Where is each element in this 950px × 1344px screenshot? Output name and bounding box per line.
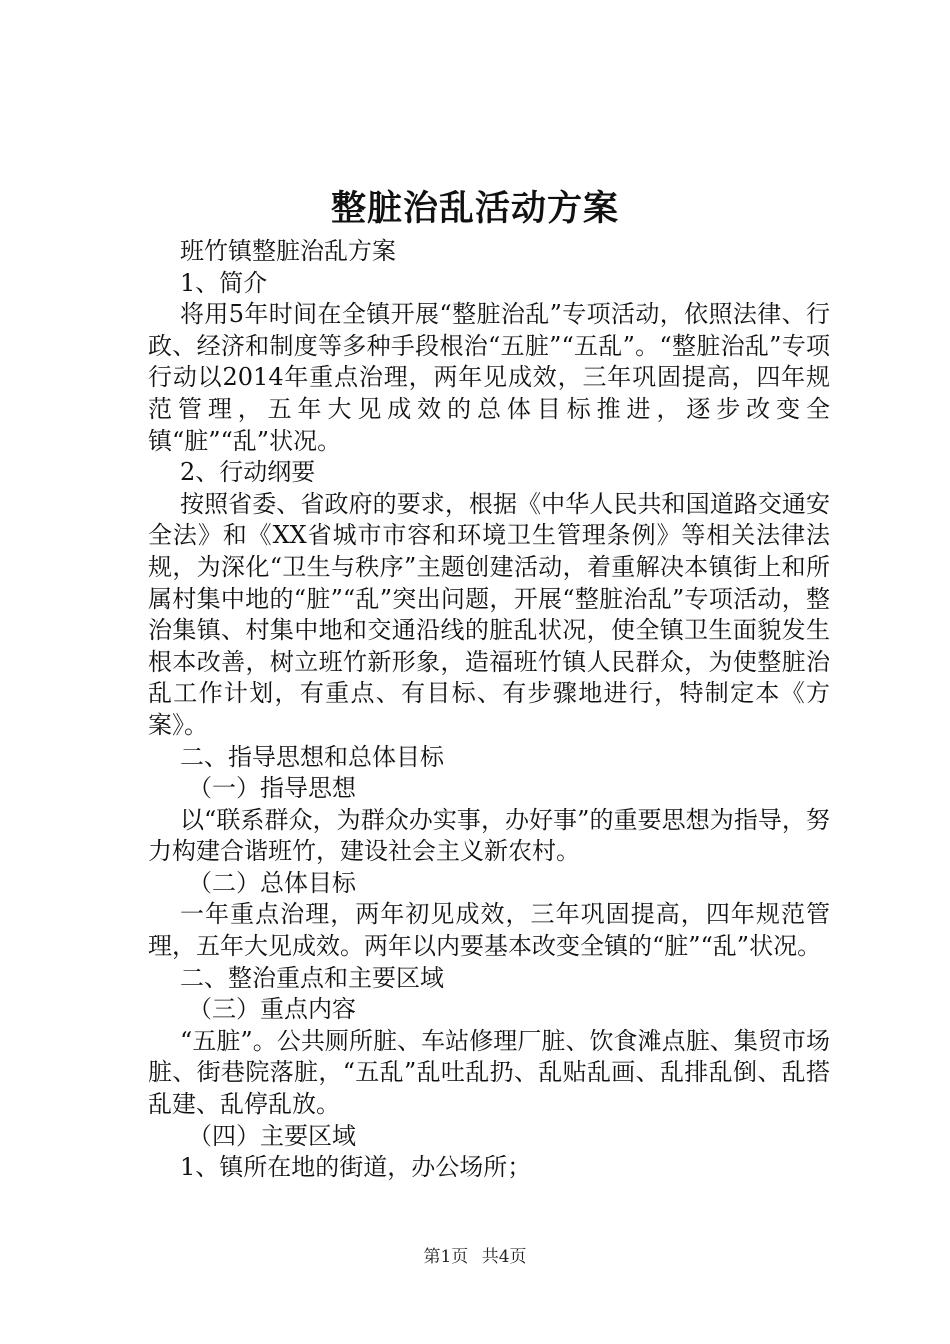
document-title: 整脏治乱活动方案 <box>330 188 619 229</box>
paragraph-guiding-thought: 以“联系群众，为群众办实事，办好事”的重要思想为指导，努力构建合谐班竹，建设社会主义新农村。 <box>148 805 830 866</box>
paragraph-key-content: “五脏”。公共厕所脏、车站修理厂脏、饮食滩点脏、集贸市场脏、街巷院落脏，“五乱”乱吐乱扔、乱贴乱画、乱排乱倒、乱搭乱建、乱停乱放。 <box>148 1026 830 1119</box>
paragraph-overall-goal: 一年重点治理，两年初见成效，三年巩固提高，四年规范管理，五年大见成效。两年以内要基本改变全镇的“脏”“乱”状况。 <box>148 900 830 961</box>
paragraph-intro: 将用5年时间在全镇开展“整脏治乱”专项活动，依照法律、行政、经济和制度等多种手段根治“五脏”“五乱”。“整脏治乱”专项行动以2014年重点治理，两年见成效，三年巩固提高，四年规范管理，五年大见成效的总体目标推进，逐步改变全镇“脏”“乱”状况。 <box>148 300 830 455</box>
list-item-area-1: 1、镇所在地的街道，办公场所； <box>180 1153 532 1182</box>
page-total: 共4页 <box>481 1247 527 1267</box>
section-heading-focus: 二、整治重点和主要区域 <box>180 963 444 992</box>
page-number: 第1页 <box>423 1247 469 1267</box>
subheading-guiding-thought: （一）指导思想 <box>188 774 356 803</box>
document-body <box>148 236 830 1184</box>
page-footer <box>0 1245 950 1269</box>
section-heading-guidance: 二、指导思想和总体目标 <box>180 742 444 771</box>
section-heading-intro: 1、简介 <box>180 268 268 297</box>
paragraph-outline: 按照省委、省政府的要求，根据《中华人民共和国道路交通安全法》和《XX省城市市容和环境卫生管理条例》等相关法律法规，为深化“卫生与秩序”主题创建活动，着重解决本镇街上和所属村集中地的“脏”“乱”突出问题，开展“整脏治乱”专项活动，整治集镇、村集中地和交通沿线的脏乱状况，使全镇卫生面貌发生根本改善，树立班竹新形象，造福班竹镇人民群众，为使整脏治乱工作计划，有重点、有目标、有步骤地进行，特制定本《方案》。 <box>148 489 830 739</box>
section-heading-outline: 2、行动纲要 <box>180 458 316 487</box>
subheading-overall-goal: （二）总体目标 <box>188 868 356 897</box>
paragraph-subtitle: 班竹镇整脏治乱方案 <box>180 237 396 265</box>
subheading-key-content: （三）重点内容 <box>188 995 356 1024</box>
subheading-main-areas: （四）主要区域 <box>188 1121 356 1150</box>
